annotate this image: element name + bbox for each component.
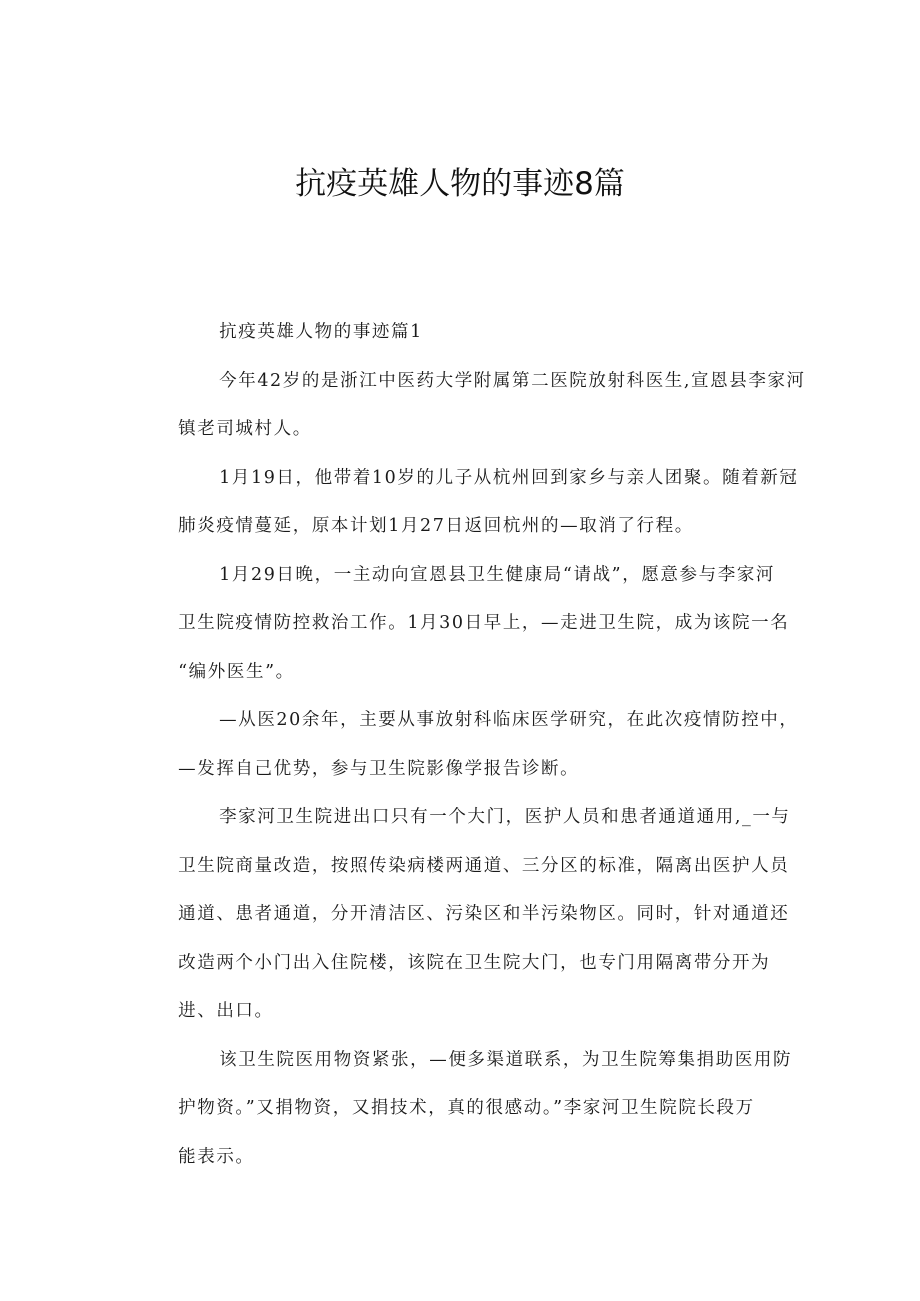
text-line: 肺炎疫情蔓延，原本计划1月27日返回杭州的—取消了行程。	[178, 516, 694, 536]
text-line: 护物资。”又捐物资，又捐技术，真的很感动。”李家河卫生院院长段万	[178, 1098, 755, 1118]
text-line: 通道、患者通道，分开清洁区、污染区和半污染物区。同时，针对通道还	[178, 904, 790, 924]
paragraph	[137, 454, 799, 551]
text-line: 今年42岁的是浙江中医药大学附属第二医院放射科医生,宣恩县李家河	[219, 370, 806, 391]
text-line: 李家河卫生院进出口只有一个大门，医护人员和患者通道通用,_一与	[219, 807, 791, 827]
text-line: 1月19日，他带着10岁的儿子从杭州回到家乡与亲人团聚。随着新冠	[219, 467, 799, 488]
paragraph	[137, 1036, 793, 1182]
text-line: 能表示。	[178, 1146, 255, 1167]
document-body	[137, 308, 806, 1181]
text-line: 1月29日晚，一主动向宣恩县卫生健康局“请战”，愿意参与李家河	[219, 564, 776, 585]
text-line: “编外医生”。	[178, 661, 295, 682]
document-title: 抗疫英雄人物的事迹8篇	[295, 166, 625, 202]
paragraph	[137, 551, 790, 697]
paragraph	[137, 357, 806, 454]
text-line: 该卫生院医用物资紧张，—便多渠道联系，为卫生院筹集捐助医用防	[219, 1049, 793, 1070]
text-line: —从医20余年，主要从事放射科临床医学研究，在此次疫情防控中，	[219, 710, 799, 730]
text-line: 抗疫英雄人物的事迹篇1	[219, 322, 423, 342]
paragraph	[137, 793, 791, 1036]
text-line: 进、出口。	[178, 1001, 274, 1021]
text-line: 卫生院商量改造，按照传染病楼两通道、三分区的标准，隔离出医护人员	[178, 855, 790, 876]
paragraph	[137, 308, 785, 357]
text-line: 卫生院疫情防控救治工作。1月30日早上，—走进卫生院，成为该院一名	[178, 613, 790, 633]
paragraph	[137, 696, 799, 793]
text-line: —发挥自己优势，参与卫生院影像学报告诊断。	[178, 758, 580, 779]
text-line: 改造两个小门出入住院楼，该院在卫生院大门，也专门用隔离带分开为	[178, 952, 771, 973]
text-line: 镇老司城村人。	[178, 419, 312, 439]
